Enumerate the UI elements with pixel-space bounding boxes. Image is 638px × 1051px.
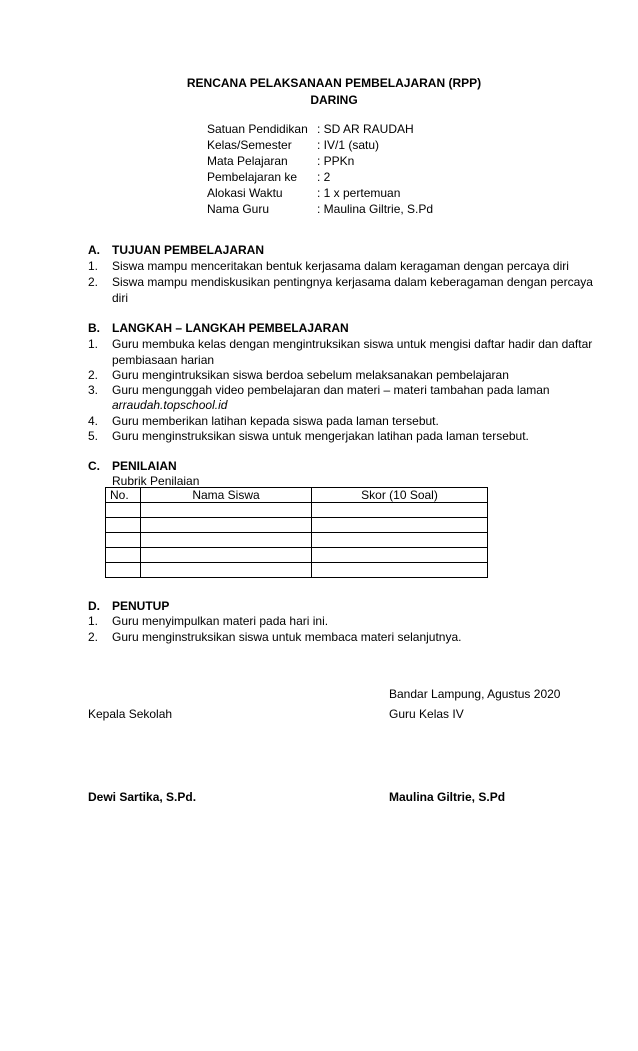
list-number: 1. (88, 259, 99, 273)
list-number: 1. (88, 337, 99, 351)
table-row (106, 548, 488, 563)
list-item: Siswa mampu mendiskusikan pentingnya kerjasama dalam keberagaman dengan percaya (112, 275, 593, 289)
list-number: 3. (88, 383, 99, 397)
website-link: arraudah.topschool.id (112, 398, 228, 412)
section-a-marker: A. (88, 243, 100, 257)
table-row (106, 533, 488, 548)
table-cell (106, 533, 141, 548)
meta-value: : Maulina Giltrie, S.Pd (317, 202, 434, 216)
meta-key: Mata Pelajaran (207, 154, 288, 168)
table-cell (106, 563, 141, 578)
column-header-skor: Skor (10 Soal) (312, 488, 488, 503)
list-item: Guru membuka kelas dengan mengintruksikan siswa untuk mengisi daftar hadir dan daftar (112, 337, 593, 351)
meta-key: Kelas/Semester (207, 138, 292, 152)
table-row (106, 563, 488, 578)
column-header-nama: Nama Siswa (141, 488, 312, 503)
column-header-no: No. (106, 488, 141, 503)
document-subtitle: DARING (310, 93, 358, 107)
list-item: Guru mengintruksikan siswa berdoa sebelum melaksanakan pembelajaran (112, 368, 509, 382)
right-signer-name: Maulina Giltrie, S.Pd (389, 790, 506, 804)
list-item: Guru mengunggah video pembelajaran dan materi – materi tambahan pada laman (112, 383, 550, 397)
list-number: 2. (88, 368, 99, 382)
list-item: Siswa mampu menceritakan bentuk kerjasama dalam keragaman dengan percaya diri (112, 259, 569, 273)
document-title: RENCANA PELAKSANAAN PEMBELAJARAN (RPP) (186, 76, 482, 90)
list-item: Guru menginstruksikan siswa untuk membaca materi selanjutnya. (112, 630, 462, 644)
right-signer-role: Guru Kelas IV (389, 707, 464, 721)
section-a-heading: TUJUAN PEMBELAJARAN (112, 243, 265, 257)
table-cell (141, 503, 312, 518)
table-cell (106, 518, 141, 533)
table-cell (141, 518, 312, 533)
left-signer-name: Dewi Sartika, S.Pd. (88, 790, 197, 804)
list-number: 4. (88, 414, 99, 428)
section-c-heading: PENILAIAN (112, 459, 177, 473)
table-header-row (106, 488, 488, 503)
meta-value: : 1 x pertemuan (317, 186, 401, 200)
section-d-heading: PENUTUP (112, 599, 170, 613)
place-date: Bandar Lampung, Agustus 2020 (389, 687, 561, 701)
section-d-marker: D. (88, 599, 100, 613)
table-row (106, 503, 488, 518)
section-c-marker: C. (88, 459, 100, 473)
table-row (106, 518, 488, 533)
table-cell (312, 548, 488, 563)
list-item: Guru memberikan latihan kepada siswa pada laman tersebut. (112, 414, 439, 428)
table-cell (312, 563, 488, 578)
meta-value: : SD AR RAUDAH (317, 122, 414, 136)
meta-value: : IV/1 (satu) (317, 138, 380, 152)
list-number: 2. (88, 630, 99, 644)
rubric-title: Rubrik Penilaian (112, 474, 200, 488)
table-cell (312, 518, 488, 533)
list-number: 1. (88, 614, 99, 628)
list-item-continuation: pembiasaan harian (112, 353, 215, 367)
meta-value: : 2 (317, 170, 331, 184)
list-number: 2. (88, 275, 99, 289)
list-item-continuation: diri (112, 291, 129, 305)
section-b-heading: LANGKAH – LANGKAH PEMBELAJARAN (112, 321, 349, 335)
meta-value: : PPKn (317, 154, 355, 168)
list-item: Guru menginstruksikan siswa untuk mengerjakan latihan pada laman tersebut. (112, 429, 529, 443)
section-b-marker: B. (88, 321, 100, 335)
meta-key: Satuan Pendidikan (207, 122, 308, 136)
table-cell (106, 503, 141, 518)
meta-key: Alokasi Waktu (207, 186, 283, 200)
table-cell (106, 548, 141, 563)
rubric-table (105, 487, 488, 578)
table-cell (312, 503, 488, 518)
meta-key: Nama Guru (207, 202, 270, 216)
table-cell (141, 548, 312, 563)
left-signer-role: Kepala Sekolah (88, 707, 173, 721)
table-cell (312, 533, 488, 548)
list-number: 5. (88, 429, 99, 443)
table-cell (141, 563, 312, 578)
list-item: Guru menyimpulkan materi pada hari ini. (112, 614, 329, 628)
meta-key: Pembelajaran ke (207, 170, 298, 184)
table-cell (141, 533, 312, 548)
